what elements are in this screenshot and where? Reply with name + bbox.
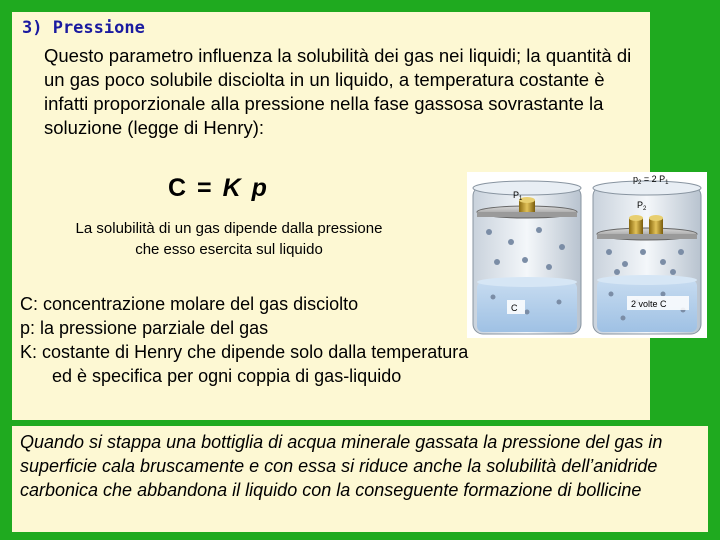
legend-item-c: C: concentrazione molare del gas disciolto (20, 294, 359, 314)
left-concentration-label: C (511, 303, 518, 313)
left-cylinder (473, 181, 581, 334)
note-panel (12, 426, 708, 532)
right-concentration-label: 2 volte C (631, 299, 667, 309)
intro-paragraph: Questo parametro influenza la solubilità dei gas nei liquidi; la quantità di un gas poco solubile disciolta in un liquido, a temperatura costante è infatti proporzionale alla pressione nella fase gassosa sovrastante la soluzione (legge di Henry): (44, 45, 632, 138)
variable-legend (20, 292, 470, 388)
pressure-relation-label: $p_2 = 2$ $P_1$ (633, 174, 669, 186)
piston-2-label: $P_2$ (637, 200, 647, 212)
bottle-note: Quando si stappa una bottiglia di acqua minerale gassata la pressione del gas in superficie cala bruscamente e con essa si riduce anche la solubilità dell’anidride carbonica che abbandona il liquido con la conseguente formazione di bollicine (20, 432, 663, 500)
henry-formula (168, 174, 269, 203)
legend-item-p: p: la pressione parziale del gas (20, 318, 269, 338)
legend-item-k: K: costante di Henry che dipende solo dalla temperatura ed è specifica per ogni coppia di gas-liquido (20, 342, 469, 386)
formula-k: K (222, 174, 243, 202)
section-heading: 3) Pressione (22, 18, 145, 38)
piston-1-label: $P_1$ (513, 190, 523, 202)
figure-caption: La solubilità di un gas dipende dalla pressione che esso esercita sul liquido (75, 220, 383, 258)
two-cylinders-image (467, 172, 707, 338)
formula-equals: = (188, 174, 223, 202)
formula-c: C (168, 174, 189, 202)
right-cylinder (593, 181, 701, 334)
formula-p: p (242, 174, 269, 202)
henry-law-illustration (467, 172, 707, 338)
